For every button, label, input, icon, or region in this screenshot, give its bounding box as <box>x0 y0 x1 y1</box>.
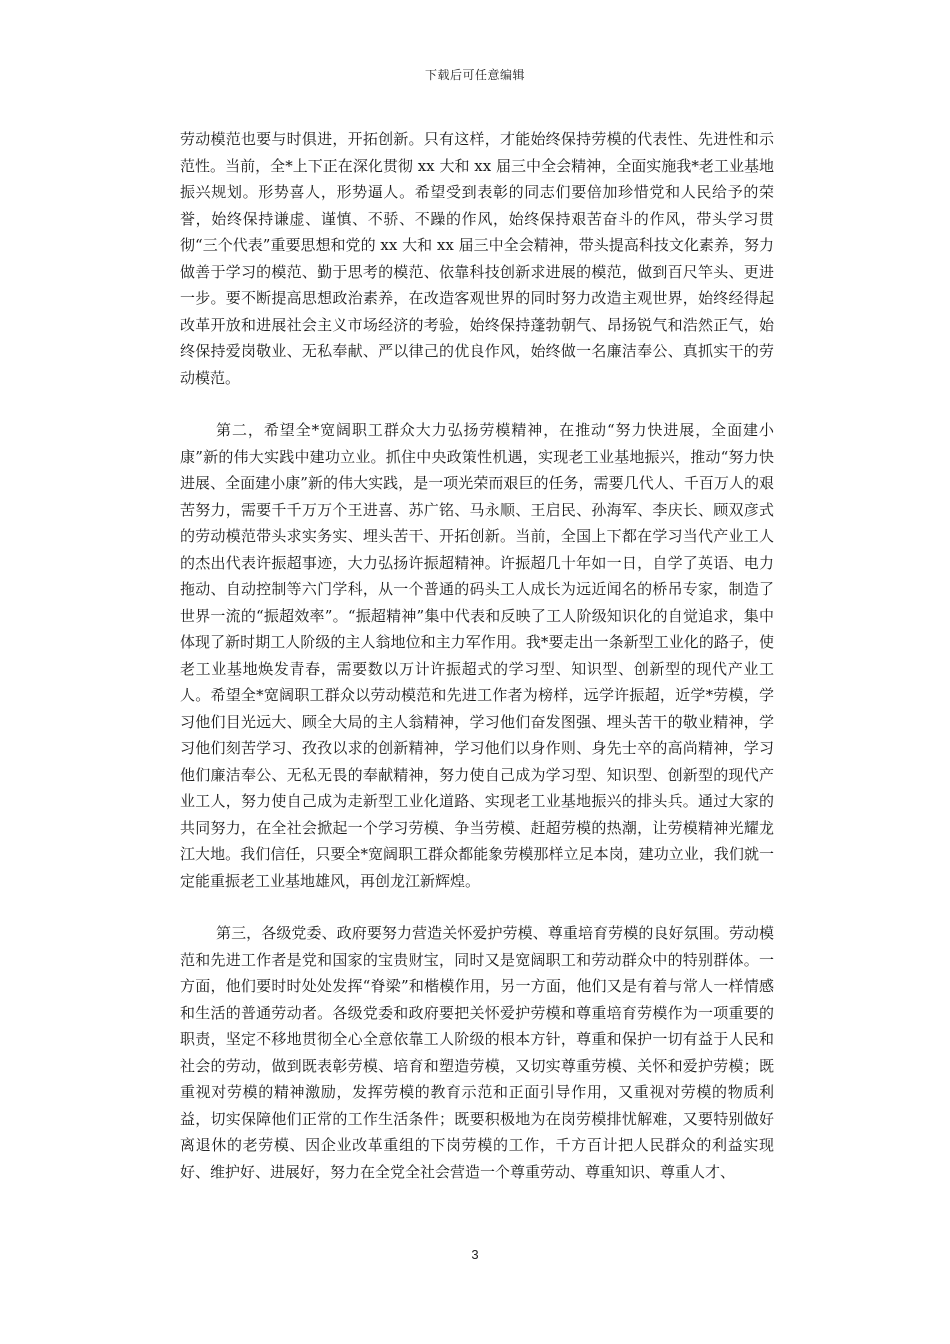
page-number: 3 <box>471 1247 479 1262</box>
page-header: 下载后可任意编辑 <box>424 68 525 82</box>
paragraph-continuation: 劳动模范也要与时俱进，开拓创新。只有这样，才能始终保持劳模的代表性、先进性和示范性。当前，全*上下正在深化贯彻 xx 大和 xx 届三中全会精神，全面实施我*老工业基地振兴规划。形势喜人，形势逼人。希望受到表彰的同志们要倍加珍惜党和人民给予的荣誉，始终保持谦虚、谨慎、不骄、不躁的作风，始终保持艰苦奋斗的作风，带头学习贯彻“三个代表”重要思想和党的 xx 大和 xx 届三中全会精神，带头提高科技文化素养，努力做善于学习的模范、勤于思考的模范、依靠科技创新求进展的模范，做到百尺竿头、更进一步。要不断提高思想政治素养，在改造客观世界的同时努力改造主观世界，始终经得起改革开放和进展社会主义市场经济的考验，始终保持蓬勃朝气、昂扬锐气和浩然正气，始终保持爱岗敬业、无私奉献、严以律己的优良作风，始终做一名廉洁奉公、真抓实干的劳动模范。 <box>180 130 774 387</box>
document-body <box>180 126 774 1185</box>
paragraph-third-point: 第三，各级党委、政府要努力营造关怀爱护劳模、尊重培育劳模的良好氛围。劳动模范和先进工作者是党和国家的宝贵财宝，同时又是宽阔职工和劳动群众中的特别群体。一方面，他们要时时处处发挥“脊梁”和楷模作用，另一方面，他们又是有着与常人一样情感和生活的普通劳动者。各级党委和政府要把关怀爱护劳模和尊重培育劳模作为一项重要的职责，坚定不移地贯彻全心全意依靠工人阶级的根本方针，尊重和保护一切有益于人民和社会的劳动，做到既表彰劳模、培育和塑造劳模，又切实尊重劳模、关怀和爱护劳模；既重视对劳模的精神激励，发挥劳模的教育示范和正面引导作用，又重视对劳模的物质利益，切实保障他们正常的工作生活条件；既要积极地为在岗劳模排忧解难，又要特别做好离退休的老劳模、因企业改革重组的下岗劳模的工作，千方百计把人民群众的利益实现好、维护好、进展好，努力在全党全社会营造一个尊重劳动、尊重知识、尊重人才、 <box>180 924 774 1181</box>
paragraph-second-point: 第二，希望全*宽阔职工群众大力弘扬劳模精神，在推动“努力快进展，全面建小康”新的伟大实践中建功立业。抓住中央政策性机遇，实现老工业基地振兴，推动“努力快进展、全面建小康”新的伟大实践，是一项光荣而艰巨的任务，需要几代人、千百万人的艰苦努力，需要千千万万个王进喜、苏广铭、马永顺、王启民、孙海军、李庆长、顾双彦式的劳动模范带头求实务实、埋头苦干、开拓创新。当前，全国上下都在学习当代产业工人的杰出代表许振超事迹，大力弘扬许振超精神。许振超几十年如一日，自学了英语、电力拖动、自动控制等六门学科，从一个普通的码头工人成长为远近闻名的桥吊专家，制造了世界一流的“振超效率”。“振超精神”集中代表和反映了工人阶级知识化的自觉追求，集中体现了新时期工人阶级的主人翁地位和主力军作用。我*要走出一条新型工业化的路子，使老工业基地焕发青春，需要数以万计许振超式的学习型、知识型、创新型的现代产业工人。希望全*宽阔职工群众以劳动模范和先进工作者为榜样，远学许振超，近学*劳模，学习他们目光远大、顾全大局的主人翁精神，学习他们奋发图强、埋头苦干的敬业精神，学习他们刻苦学习、孜孜以求的创新精神，学习他们以身作则、身先士卒的高尚精神，学习他们廉洁奉公、无私无畏的奉献精神，努力使自己成为学习型、知识型、创新型的现代产业工人，努力使自己成为走新型工业化道路、实现老工业基地振兴的排头兵。通过大家的共同努力，在全社会掀起一个学习劳模、争当劳模、赶超劳模的热潮，让劳模精神光耀龙江大地。我们信任，只要全*宽阔职工群众都能象劳模那样立足本岗，建功立业，我们就一定能重振老工业基地雄风，再创龙江新辉煌。 <box>180 421 774 890</box>
